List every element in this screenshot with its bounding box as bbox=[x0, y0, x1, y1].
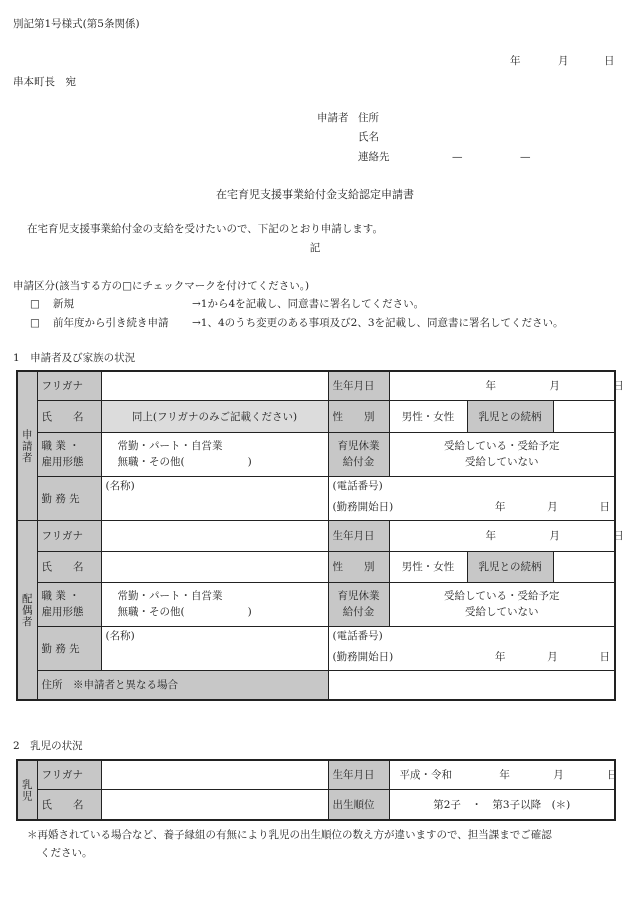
applicant-job-option-2: 無職・その他( ) bbox=[117, 456, 252, 468]
spouse-job-label-2: 雇用形態 bbox=[41, 606, 84, 618]
spouse-leave-label bbox=[328, 582, 389, 626]
intro-text: 在宅育児支援事業給付金の支給を受けたいので、下記のとおり申請します。 bbox=[27, 223, 383, 235]
applicant-sex-label: 性 別 bbox=[328, 400, 389, 432]
spouse-sex-options[interactable]: 男性・女性 bbox=[389, 551, 467, 582]
applicant-workplace-details[interactable] bbox=[328, 476, 615, 520]
applicant-birth-year: 年 bbox=[485, 380, 496, 393]
spouse-start-month: 月 bbox=[547, 651, 558, 663]
applicant-job-label-2: 雇用形態 bbox=[41, 456, 84, 468]
spouse-workplace-details[interactable] bbox=[328, 626, 615, 670]
spouse-side-label: 配偶者 bbox=[17, 520, 37, 700]
contact-dash-2: — bbox=[520, 151, 531, 163]
spouse-job-option-2: 無職・その他( ) bbox=[117, 606, 252, 618]
applicant-job-option-1: 常勤・パート・自営業 bbox=[117, 440, 223, 452]
spouse-leave-options[interactable] bbox=[389, 582, 615, 626]
infant-birth-month: 月 bbox=[553, 769, 564, 782]
date-year-label: 年 bbox=[510, 55, 521, 67]
ki-heading: 記 bbox=[309, 242, 321, 254]
spouse-furigana-label: フリガナ bbox=[37, 520, 101, 551]
spouse-company-field[interactable]: (名称) bbox=[101, 626, 328, 670]
applicant-label: 申請者 bbox=[317, 112, 349, 124]
infant-birth-day: 日 bbox=[607, 769, 618, 782]
contact-dash-1: — bbox=[452, 151, 463, 163]
spouse-job-label bbox=[37, 582, 101, 626]
spouse-leave-label-2: 給付金 bbox=[342, 606, 375, 618]
spouse-relation-label: 乳児との続柄 bbox=[467, 551, 553, 582]
applicant-start-row bbox=[333, 494, 611, 518]
address-label: 住所 bbox=[358, 112, 379, 124]
infant-name-field[interactable] bbox=[101, 789, 328, 820]
applicant-leave-label-2: 給付金 bbox=[342, 456, 375, 468]
applicant-job-label-1: 職 業 ・ bbox=[41, 440, 80, 452]
applicant-leave-option-2: 受給していない bbox=[465, 456, 539, 468]
spouse-furigana-field[interactable] bbox=[101, 520, 328, 551]
applicant-side-label: 申請者 bbox=[17, 371, 37, 520]
infant-birth-era: 平成・令和 bbox=[399, 769, 452, 782]
infant-table bbox=[16, 759, 616, 821]
applicant-phone-label: (電話番号) bbox=[332, 480, 383, 492]
spouse-sex-label: 性 別 bbox=[328, 551, 389, 582]
spouse-birth-month: 月 bbox=[549, 530, 560, 542]
applicant-leave-options[interactable] bbox=[389, 432, 615, 476]
category-continue-label: 前年度から引き続き申請 bbox=[53, 317, 169, 329]
family-table bbox=[16, 370, 624, 701]
applicant-relation-label: 乳児との続柄 bbox=[467, 400, 553, 432]
spouse-start-label: (勤務開始日) bbox=[332, 651, 394, 663]
section2-heading: 2 乳児の状況 bbox=[13, 740, 83, 752]
footnote-line-2: ください。 bbox=[40, 847, 93, 859]
infant-order-options[interactable]: 第2子 ・ 第3子以降 (＊) bbox=[389, 789, 615, 820]
category-new-label: 新規 bbox=[53, 298, 74, 310]
spouse-phone-label: (電話番号) bbox=[332, 630, 383, 642]
applicant-birth-day: 日 bbox=[613, 380, 624, 393]
applicant-company-field[interactable]: (名称) bbox=[101, 476, 328, 520]
infant-furigana-field[interactable] bbox=[101, 760, 328, 789]
spouse-name-field[interactable] bbox=[101, 551, 328, 582]
section1-heading: 1 申請者及び家族の状況 bbox=[13, 352, 136, 364]
infant-birth-field[interactable] bbox=[389, 760, 618, 789]
spouse-workplace-label: 勤 務 先 bbox=[37, 626, 101, 670]
spouse-start-year: 年 bbox=[494, 651, 506, 663]
addressee: 串本町長 宛 bbox=[13, 76, 76, 88]
spouse-birth-day: 日 bbox=[613, 530, 624, 542]
applicant-birth-month: 月 bbox=[549, 380, 560, 393]
applicant-leave-label bbox=[328, 432, 389, 476]
date-month-label: 月 bbox=[558, 55, 569, 67]
applicant-birth-field[interactable] bbox=[389, 371, 624, 400]
applicant-start-day: 日 bbox=[599, 501, 610, 513]
document-title: 在宅育児支援事業給付金支給認定申請書 bbox=[216, 188, 414, 201]
spouse-birth-field[interactable] bbox=[389, 520, 624, 551]
form-number: 別記第1号様式(第5条関係) bbox=[13, 18, 140, 30]
spouse-address-field[interactable] bbox=[328, 670, 615, 700]
applicant-furigana-field[interactable] bbox=[101, 371, 328, 400]
infant-furigana-label: フリガナ bbox=[37, 760, 101, 789]
category-continue-note: →1、4のうち変更のある事項及び2、3を記載し、同意書に署名してください。 bbox=[192, 317, 564, 329]
spouse-job-option-1: 常勤・パート・自営業 bbox=[117, 590, 223, 602]
applicant-workplace-label: 勤 務 先 bbox=[37, 476, 101, 520]
spouse-job-label-1: 職 業 ・ bbox=[41, 590, 80, 602]
name-label: 氏名 bbox=[358, 131, 379, 143]
applicant-start-month: 月 bbox=[547, 501, 558, 513]
contact-label: 連絡先 bbox=[358, 151, 390, 163]
applicant-leave-label-1: 育児休業 bbox=[337, 440, 380, 452]
spouse-address-label: 住所 ※申請者と異なる場合 bbox=[37, 670, 328, 700]
infant-birth-year: 年 bbox=[499, 769, 510, 782]
applicant-start-label: (勤務開始日) bbox=[332, 501, 394, 513]
applicant-name-same: 同上(フリガナのみご記載ください) bbox=[101, 400, 328, 432]
spouse-name-label: 氏 名 bbox=[37, 551, 101, 582]
applicant-job-label bbox=[37, 432, 101, 476]
spouse-leave-option-2: 受給していない bbox=[465, 606, 539, 618]
checkbox-new[interactable]: □ bbox=[30, 298, 40, 310]
applicant-leave-option-1: 受給している・受給予定 bbox=[444, 440, 560, 452]
spouse-birth-label: 生年月日 bbox=[328, 520, 389, 551]
applicant-furigana-label: フリガナ bbox=[37, 371, 101, 400]
applicant-relation-field[interactable] bbox=[553, 400, 615, 432]
footnote-line-1: ＊再婚されている場合など、養子縁組の有無により乳児の出生順位の数え方が違いますので、担当課までご確認 bbox=[27, 829, 552, 841]
spouse-leave-label-1: 育児休業 bbox=[337, 590, 380, 602]
applicant-job-options[interactable] bbox=[101, 432, 328, 476]
checkbox-continue[interactable]: □ bbox=[30, 317, 40, 329]
spouse-leave-option-1: 受給している・受給予定 bbox=[444, 590, 560, 602]
category-new-note: →1から4を記載し、同意書に署名してください。 bbox=[192, 298, 425, 310]
category-heading: 申請区分(該当する方の□にチェックマークを付けてください。) bbox=[13, 280, 310, 292]
spouse-start-row bbox=[333, 644, 611, 668]
infant-birth-label: 生年月日 bbox=[328, 760, 389, 789]
date-day-label: 日 bbox=[604, 55, 615, 67]
infant-name-label: 氏 名 bbox=[37, 789, 101, 820]
infant-order-label: 出生順位 bbox=[328, 789, 389, 820]
spouse-start-day: 日 bbox=[599, 651, 610, 663]
infant-side-label: 乳児 bbox=[17, 760, 37, 820]
spouse-relation-field[interactable] bbox=[553, 551, 615, 582]
applicant-birth-label: 生年月日 bbox=[328, 371, 389, 400]
spouse-birth-year: 年 bbox=[485, 530, 496, 542]
applicant-name-label: 氏 名 bbox=[37, 400, 101, 432]
spouse-job-options[interactable] bbox=[101, 582, 328, 626]
applicant-sex-options[interactable]: 男性・女性 bbox=[389, 400, 467, 432]
applicant-start-year: 年 bbox=[494, 501, 506, 513]
